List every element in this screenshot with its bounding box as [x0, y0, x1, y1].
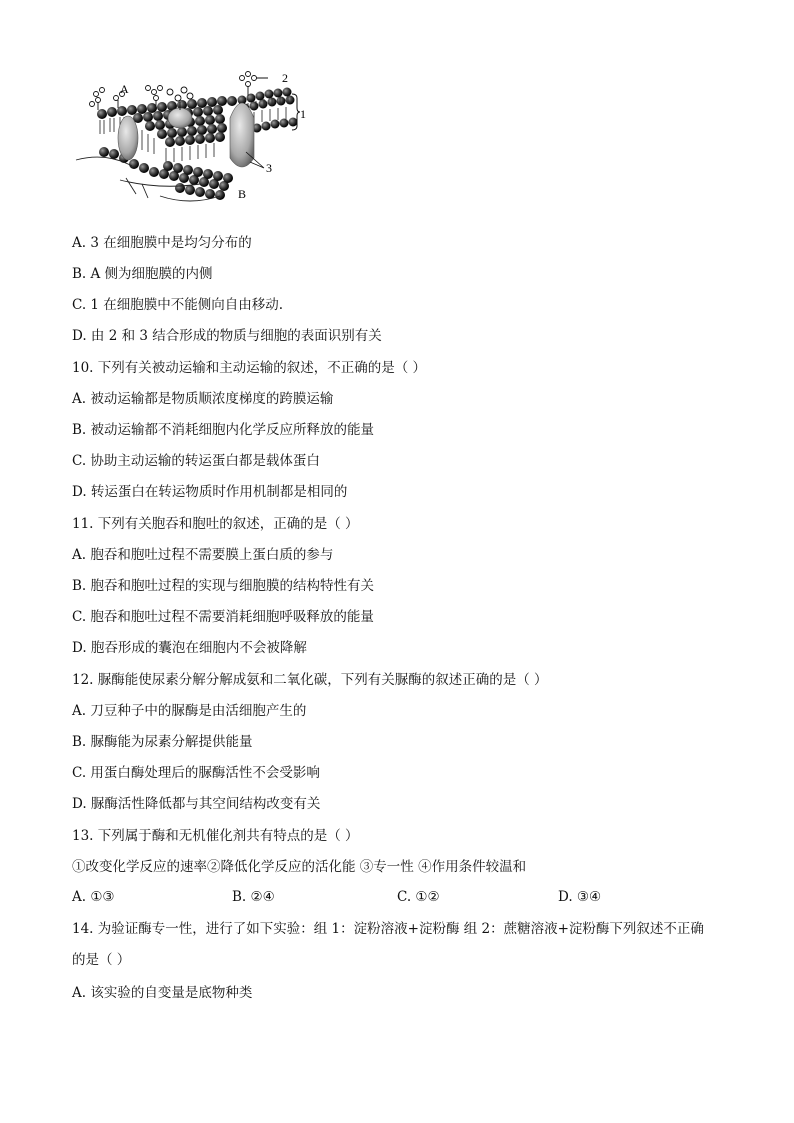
q13-option-a: A. ①③ — [72, 889, 115, 905]
figure-label-3: 3 — [266, 161, 272, 175]
q10-option-a: A. 被动运输都是物质顺浓度梯度的跨膜运输 — [72, 391, 334, 407]
q9-option-c: C. 1 在细胞膜中不能侧向自由移动. — [72, 297, 284, 313]
q9-option-d: D. 由 2 和 3 结合形成的物质与细胞的表面识别有关 — [72, 328, 382, 344]
q11-option-a: A. 胞吞和胞吐过程不需要膜上蛋白质的参与 — [72, 547, 334, 563]
q12-option-c: C. 用蛋白酶处理后的脲酶活性不会受影响 — [72, 765, 320, 781]
q10-option-b: B. 被动运输都不消耗细胞内化学反应所释放的能量 — [72, 422, 375, 438]
q10-stem: 10. 下列有关被动运输和主动运输的叙述，不正确的是（ ） — [72, 360, 427, 376]
q12-option-a: A. 刀豆种子中的脲酶是由活细胞产生的 — [72, 703, 307, 719]
q9-option-a: A. 3 在细胞膜中是均匀分布的 — [72, 235, 252, 251]
q11-option-b: B. 胞吞和胞吐过程的实现与细胞膜的结构特性有关 — [72, 578, 375, 594]
q14-stem-line1: 14. 为验证酶专一性，进行了如下实验：组 1：淀粉溶液+淀粉酶 组 2：蔗糖溶液+淀粉酶下列叙述不正确 — [72, 921, 704, 937]
q10-option-c: C. 协助主动运输的转运蛋白都是载体蛋白 — [72, 453, 320, 469]
q13-items: ①改变化学反应的速率②降低化学反应的活化能 ③专一性 ④作用条件较温和 — [72, 859, 527, 875]
q11-option-c: C. 胞吞和胞吐过程不需要消耗细胞呼吸释放的能量 — [72, 609, 374, 625]
figure-label-2: 2 — [282, 71, 288, 85]
q13-option-d: D. ③④ — [558, 889, 602, 905]
q14-stem-line2: 的是（ ） — [72, 952, 131, 968]
q11-stem: 11. 下列有关胞吞和胞吐的叙述，正确的是（ ） — [72, 516, 359, 532]
cell-membrane-figure — [70, 68, 320, 210]
q13-option-c: C. ①② — [397, 889, 440, 905]
q12-option-d: D. 脲酶活性降低都与其空间结构改变有关 — [72, 796, 321, 812]
q13-options — [72, 888, 732, 906]
figure-label-b: B — [238, 187, 247, 201]
q14-option-a: A. 该实验的自变量是底物种类 — [72, 985, 253, 1001]
q13-stem: 13. 下列属于酶和无机催化剂共有特点的是（ ） — [72, 828, 359, 844]
q11-option-d: D. 胞吞形成的囊泡在细胞内不会被降解 — [72, 640, 307, 656]
figure-label-1: 1 — [300, 107, 306, 121]
q9-option-b: B. A 侧为细胞膜的内侧 — [72, 266, 213, 282]
q12-option-b: B. 脲酶能为尿素分解提供能量 — [72, 734, 253, 750]
q12-stem: 12. 脲酶能使尿素分解分解成氨和二氧化碳，下列有关脲酶的叙述正确的是（ ） — [72, 672, 548, 688]
figure-label-a: A — [120, 82, 129, 96]
q10-option-d: D. 转运蛋白在转运物质时作用机制都是相同的 — [72, 484, 348, 500]
q13-option-b: B. ②④ — [232, 889, 275, 905]
